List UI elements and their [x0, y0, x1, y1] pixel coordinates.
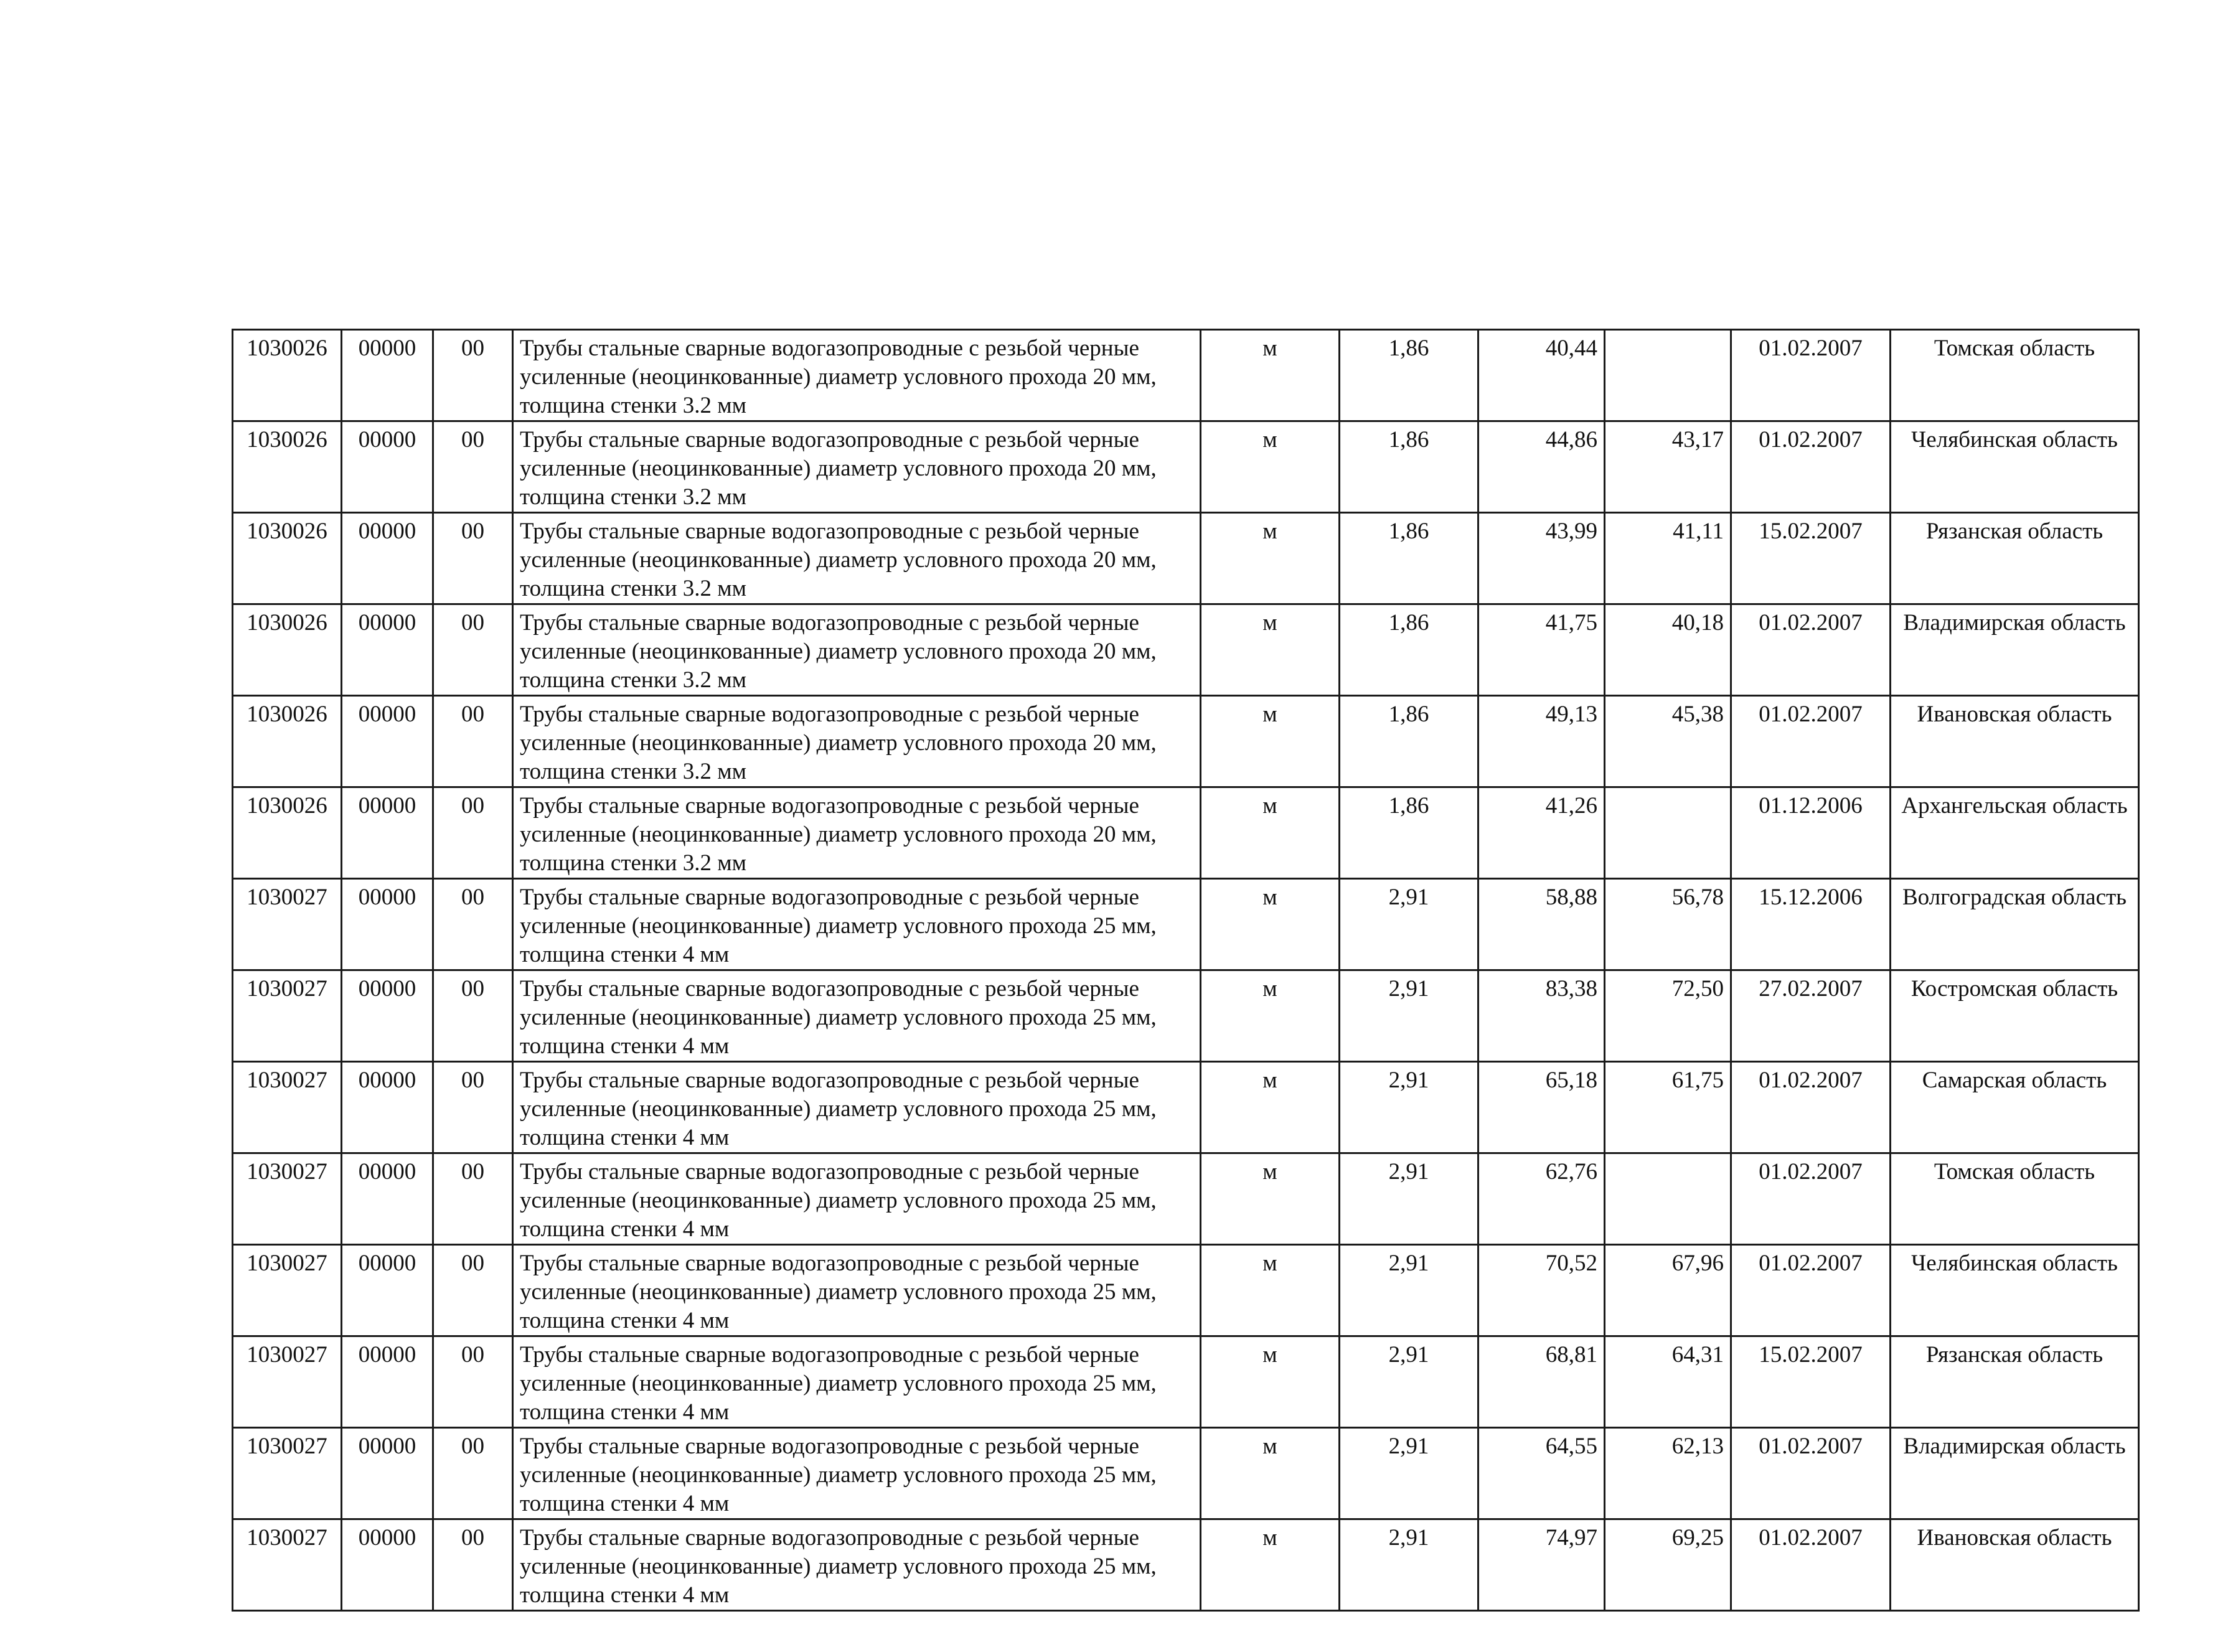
item-name-cell: Трубы стальные сварные водогазопроводные с резьбой черные усиленные (неоцинкованные) диаметр условного прохода 25 мм, толщина стенки 4 мм [513, 1519, 1201, 1611]
region-cell: Томская область [1891, 330, 2139, 421]
unit-cell: м [1201, 879, 1340, 970]
price-cell: 68,81 [1478, 1336, 1605, 1428]
quantity-cell: 1,86 [1340, 604, 1478, 696]
price-alt-cell: 40,18 [1605, 604, 1731, 696]
unit-cell: м [1201, 1519, 1340, 1611]
item-code-cell: 1030026 [233, 787, 342, 879]
item-code-cell: 1030026 [233, 604, 342, 696]
subcode-cell: 00000 [342, 1519, 433, 1611]
price-alt-cell [1605, 787, 1731, 879]
region-cell: Челябинская область [1891, 1245, 2139, 1336]
item-name-cell: Трубы стальные сварные водогазопроводные с резьбой черные усиленные (неоцинкованные) диаметр условного прохода 25 мм, толщина стенки 4 мм [513, 1062, 1201, 1153]
extension-cell: 00 [433, 696, 513, 787]
unit-cell: м [1201, 1245, 1340, 1336]
region-cell: Владимирская область [1891, 1428, 2139, 1519]
table-row [233, 696, 2139, 787]
item-code-cell: 1030026 [233, 330, 342, 421]
table-body [233, 330, 2139, 1611]
table-row [233, 513, 2139, 604]
item-code-cell: 1030027 [233, 1245, 342, 1336]
price-alt-cell: 64,31 [1605, 1336, 1731, 1428]
price-cell: 83,38 [1478, 970, 1605, 1062]
table-row [233, 1428, 2139, 1519]
quantity-cell: 2,91 [1340, 1245, 1478, 1336]
price-cell: 41,26 [1478, 787, 1605, 879]
extension-cell: 00 [433, 1428, 513, 1519]
price-cell: 40,44 [1478, 330, 1605, 421]
unit-cell: м [1201, 787, 1340, 879]
date-cell: 01.12.2006 [1731, 787, 1891, 879]
region-cell: Ивановская область [1891, 1519, 2139, 1611]
item-name-cell: Трубы стальные сварные водогазопроводные с резьбой черные усиленные (неоцинкованные) диаметр условного прохода 25 мм, толщина стенки 4 мм [513, 1153, 1201, 1245]
unit-cell: м [1201, 513, 1340, 604]
quantity-cell: 2,91 [1340, 970, 1478, 1062]
item-code-cell: 1030027 [233, 1336, 342, 1428]
item-code-cell: 1030026 [233, 421, 342, 513]
quantity-cell: 1,86 [1340, 513, 1478, 604]
quantity-cell: 2,91 [1340, 879, 1478, 970]
price-alt-cell: 62,13 [1605, 1428, 1731, 1519]
table-row [233, 879, 2139, 970]
unit-cell: м [1201, 1336, 1340, 1428]
item-code-cell: 1030027 [233, 879, 342, 970]
price-cell: 62,76 [1478, 1153, 1605, 1245]
unit-cell: м [1201, 1062, 1340, 1153]
extension-cell: 00 [433, 787, 513, 879]
date-cell: 01.02.2007 [1731, 1245, 1891, 1336]
table-row [233, 1519, 2139, 1611]
table-row [233, 330, 2139, 421]
price-cell: 58,88 [1478, 879, 1605, 970]
item-code-cell: 1030027 [233, 1519, 342, 1611]
region-cell: Ивановская область [1891, 696, 2139, 787]
subcode-cell: 00000 [342, 1062, 433, 1153]
extension-cell: 00 [433, 330, 513, 421]
price-cell: 41,75 [1478, 604, 1605, 696]
price-table [232, 329, 2140, 1612]
price-cell: 64,55 [1478, 1428, 1605, 1519]
table-row [233, 1245, 2139, 1336]
table-row [233, 1153, 2139, 1245]
price-alt-cell: 67,96 [1605, 1245, 1731, 1336]
extension-cell: 00 [433, 1519, 513, 1611]
date-cell: 01.02.2007 [1731, 1153, 1891, 1245]
extension-cell: 00 [433, 421, 513, 513]
price-cell: 49,13 [1478, 696, 1605, 787]
item-name-cell: Трубы стальные сварные водогазопроводные с резьбой черные усиленные (неоцинкованные) диаметр условного прохода 20 мм, толщина стенки 3.2 мм [513, 330, 1201, 421]
unit-cell: м [1201, 330, 1340, 421]
date-cell: 15.12.2006 [1731, 879, 1891, 970]
region-cell: Рязанская область [1891, 1336, 2139, 1428]
extension-cell: 00 [433, 1336, 513, 1428]
subcode-cell: 00000 [342, 879, 433, 970]
item-name-cell: Трубы стальные сварные водогазопроводные с резьбой черные усиленные (неоцинкованные) диаметр условного прохода 20 мм, толщина стенки 3.2 мм [513, 787, 1201, 879]
price-cell: 44,86 [1478, 421, 1605, 513]
region-cell: Самарская область [1891, 1062, 2139, 1153]
price-alt-cell: 72,50 [1605, 970, 1731, 1062]
subcode-cell: 00000 [342, 1153, 433, 1245]
date-cell: 15.02.2007 [1731, 1336, 1891, 1428]
extension-cell: 00 [433, 1062, 513, 1153]
item-name-cell: Трубы стальные сварные водогазопроводные с резьбой черные усиленные (неоцинкованные) диаметр условного прохода 25 мм, толщина стенки 4 мм [513, 1245, 1201, 1336]
item-name-cell: Трубы стальные сварные водогазопроводные с резьбой черные усиленные (неоцинкованные) диаметр условного прохода 20 мм, толщина стенки 3.2 мм [513, 421, 1201, 513]
item-name-cell: Трубы стальные сварные водогазопроводные с резьбой черные усиленные (неоцинкованные) диаметр условного прохода 25 мм, толщина стенки 4 мм [513, 1336, 1201, 1428]
quantity-cell: 2,91 [1340, 1062, 1478, 1153]
price-alt-cell [1605, 330, 1731, 421]
price-alt-cell: 45,38 [1605, 696, 1731, 787]
subcode-cell: 00000 [342, 970, 433, 1062]
price-alt-cell: 43,17 [1605, 421, 1731, 513]
table-row [233, 1336, 2139, 1428]
extension-cell: 00 [433, 970, 513, 1062]
price-alt-cell: 56,78 [1605, 879, 1731, 970]
subcode-cell: 00000 [342, 1428, 433, 1519]
subcode-cell: 00000 [342, 1245, 433, 1336]
price-alt-cell: 41,11 [1605, 513, 1731, 604]
subcode-cell: 00000 [342, 1336, 433, 1428]
table-row [233, 421, 2139, 513]
unit-cell: м [1201, 696, 1340, 787]
extension-cell: 00 [433, 1245, 513, 1336]
region-cell: Челябинская область [1891, 421, 2139, 513]
region-cell: Костромская область [1891, 970, 2139, 1062]
date-cell: 01.02.2007 [1731, 604, 1891, 696]
unit-cell: м [1201, 970, 1340, 1062]
date-cell: 27.02.2007 [1731, 970, 1891, 1062]
table-row [233, 604, 2139, 696]
item-name-cell: Трубы стальные сварные водогазопроводные с резьбой черные усиленные (неоцинкованные) диаметр условного прохода 25 мм, толщина стенки 4 мм [513, 1428, 1201, 1519]
quantity-cell: 2,91 [1340, 1519, 1478, 1611]
table-row [233, 787, 2139, 879]
price-alt-cell: 61,75 [1605, 1062, 1731, 1153]
subcode-cell: 00000 [342, 513, 433, 604]
item-code-cell: 1030027 [233, 1428, 342, 1519]
date-cell: 01.02.2007 [1731, 1519, 1891, 1611]
region-cell: Волгоградская область [1891, 879, 2139, 970]
region-cell: Томская область [1891, 1153, 2139, 1245]
price-cell: 43,99 [1478, 513, 1605, 604]
region-cell: Архангельская область [1891, 787, 2139, 879]
date-cell: 01.02.2007 [1731, 696, 1891, 787]
item-code-cell: 1030027 [233, 1062, 342, 1153]
item-code-cell: 1030027 [233, 1153, 342, 1245]
price-cell: 70,52 [1478, 1245, 1605, 1336]
item-name-cell: Трубы стальные сварные водогазопроводные с резьбой черные усиленные (неоцинкованные) диаметр условного прохода 20 мм, толщина стенки 3.2 мм [513, 604, 1201, 696]
subcode-cell: 00000 [342, 696, 433, 787]
price-cell: 74,97 [1478, 1519, 1605, 1611]
item-name-cell: Трубы стальные сварные водогазопроводные с резьбой черные усиленные (неоцинкованные) диаметр условного прохода 20 мм, толщина стенки 3.2 мм [513, 513, 1201, 604]
unit-cell: м [1201, 604, 1340, 696]
item-name-cell: Трубы стальные сварные водогазопроводные с резьбой черные усиленные (неоцинкованные) диаметр условного прохода 25 мм, толщина стенки 4 мм [513, 879, 1201, 970]
subcode-cell: 00000 [342, 787, 433, 879]
date-cell: 01.02.2007 [1731, 421, 1891, 513]
quantity-cell: 2,91 [1340, 1153, 1478, 1245]
date-cell: 01.02.2007 [1731, 1062, 1891, 1153]
price-alt-cell: 69,25 [1605, 1519, 1731, 1611]
date-cell: 01.02.2007 [1731, 1428, 1891, 1519]
item-code-cell: 1030026 [233, 513, 342, 604]
extension-cell: 00 [433, 513, 513, 604]
quantity-cell: 1,86 [1340, 330, 1478, 421]
date-cell: 15.02.2007 [1731, 513, 1891, 604]
unit-cell: м [1201, 1153, 1340, 1245]
item-code-cell: 1030027 [233, 970, 342, 1062]
subcode-cell: 00000 [342, 421, 433, 513]
extension-cell: 00 [433, 604, 513, 696]
quantity-cell: 1,86 [1340, 696, 1478, 787]
subcode-cell: 00000 [342, 330, 433, 421]
extension-cell: 00 [433, 1153, 513, 1245]
item-code-cell: 1030026 [233, 696, 342, 787]
region-cell: Рязанская область [1891, 513, 2139, 604]
region-cell: Владимирская область [1891, 604, 2139, 696]
quantity-cell: 1,86 [1340, 421, 1478, 513]
table-row [233, 1062, 2139, 1153]
unit-cell: м [1201, 421, 1340, 513]
price-cell: 65,18 [1478, 1062, 1605, 1153]
quantity-cell: 2,91 [1340, 1336, 1478, 1428]
extension-cell: 00 [433, 879, 513, 970]
item-name-cell: Трубы стальные сварные водогазопроводные с резьбой черные усиленные (неоцинкованные) диаметр условного прохода 20 мм, толщина стенки 3.2 мм [513, 696, 1201, 787]
quantity-cell: 2,91 [1340, 1428, 1478, 1519]
table-row [233, 970, 2139, 1062]
quantity-cell: 1,86 [1340, 787, 1478, 879]
subcode-cell: 00000 [342, 604, 433, 696]
price-alt-cell [1605, 1153, 1731, 1245]
item-name-cell: Трубы стальные сварные водогазопроводные с резьбой черные усиленные (неоцинкованные) диаметр условного прохода 25 мм, толщина стенки 4 мм [513, 970, 1201, 1062]
unit-cell: м [1201, 1428, 1340, 1519]
date-cell: 01.02.2007 [1731, 330, 1891, 421]
